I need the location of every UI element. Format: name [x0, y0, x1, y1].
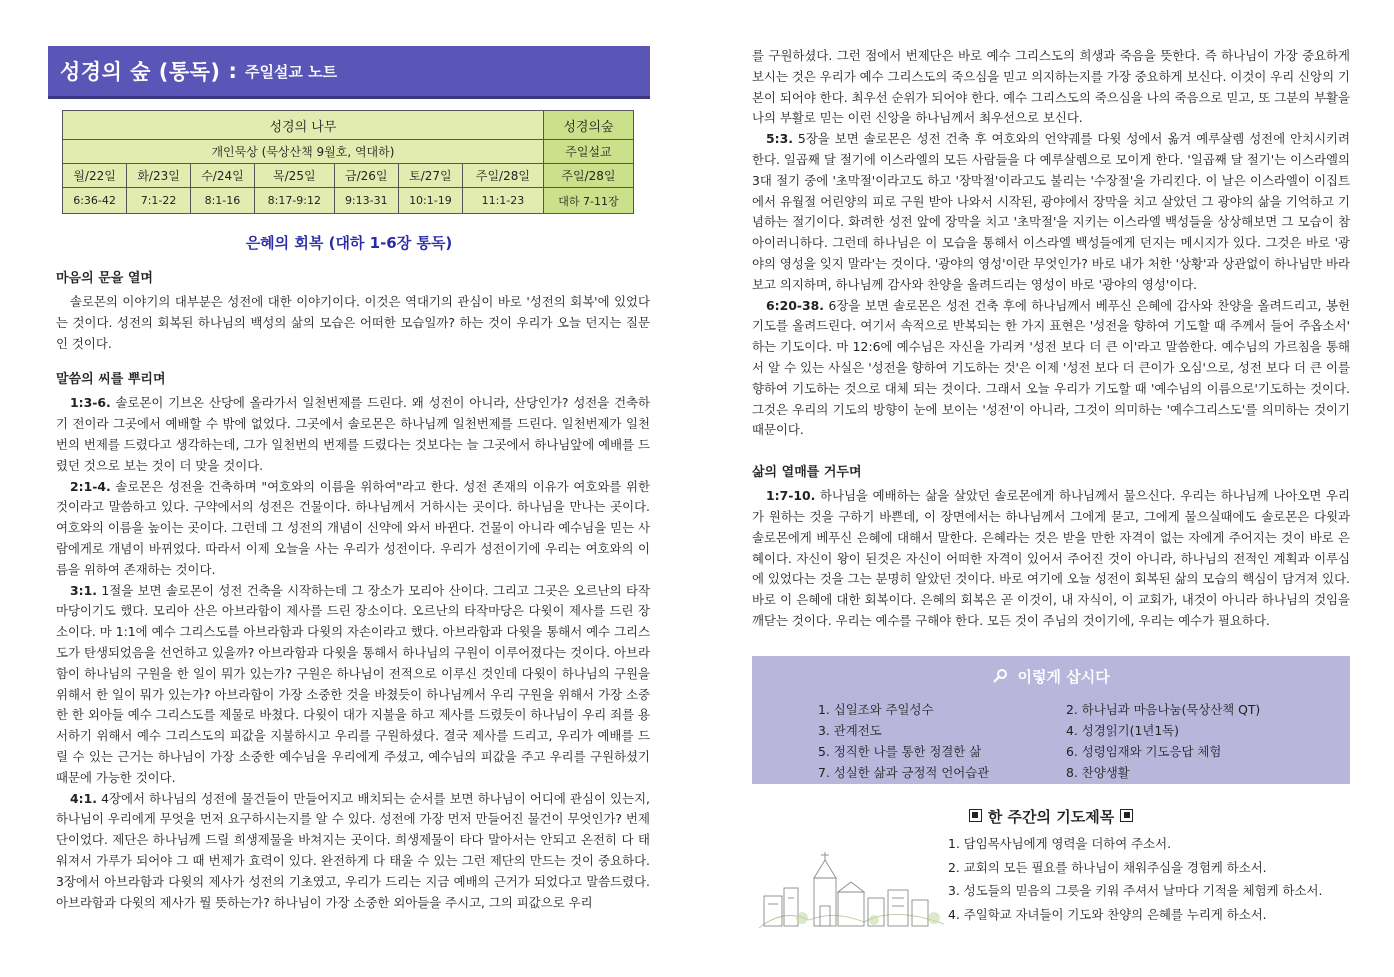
schedule-range: 7:1-22 — [127, 188, 191, 214]
list-item: 4. 성경읽기(1년1독) — [1066, 722, 1180, 738]
list-item: 5. 정직한 나를 통한 정결한 삶 — [818, 743, 982, 759]
list-item: 2. 하나님과 마음나눔(묵상산책 QT) — [1066, 701, 1261, 717]
header-banner — [48, 46, 650, 96]
list-item: 7. 성실한 삶과 긍정적 언어습관 — [818, 764, 990, 780]
prayer-title-text: 한 주간의 기도제목 — [987, 807, 1115, 826]
schedule-day: 주일/28일 — [462, 164, 543, 188]
paragraph-text: 1절을 보면 솔로몬이 성전 건축을 시작하는데 그 장소가 모리아 산이다. 그리고 그곳은 오르난의 타작마당이기도 했다. 모리아 산은 아브라함이 제사를 드린 장소이다. 오르난의 타작마당은 다윗이 제사를 드린 장소이다. 마 1:1에 예수 그리스도를 아브라함과 다윗의 자손이라고 했다. 아브라함과 다윗을 통해서 예수 그리스도가 탄생되었음을 선언하고 있을까? 아브라함과 다윗을 통해서 하나님의 구원이 이루어졌다는 것이다. 아브라함이 하나님의 구원을 한 일이 뭐가 있는가? 구원은 하나님이 전적으로 이루신 것인데 다윗이 하나님의 구원을 위해서 한 일이 뭐가 있는가? 아브라함이 가장 소중한 것을 바쳤듯이 하나님께서 우리 구원을 위해서 가장 소중한 한 외아들 예수 그리스도를 제물로 바쳤다. 다윗이 대가 지불을 하고 제사를 드렸듯이 하나님이 우리 죄를 용서하기 위해서 예수 그리스도의 피값을 지불하시고 우리를 구원하셨다. 결국 제사를 드리고, 우리가 예배를 드릴 수 있는 근거는 하나님이 가장 소중한 예수님을 우리에게 주셨고, 예수님의 피값을 주고 우리를 구원하셨기 때문에 가능한 것이다. — [56, 582, 650, 785]
paragraph-text: 5장을 보면 솔로몬은 성전 건축 후 여호와의 언약궤를 다윗 성에서 옮겨 예루살렘 성전에 안치시키려 한다. 일곱째 달 절기에 이스라엘의 모든 사람들을 다 예루살렘으로 모이게 한다. '일곱째 달 절기'는 이스라엘의 3대 절기 중에 '초막절'이라고도 하고 '장막절'이라고도 불리는 '수장절'을 가리킨다. 이 날은 이스라엘이 이집트에서 유월절 어린양의 피로 구원 받아 나와서 시작된, 광야에서 장막을 치고 살았던 그 광야의 삶을 기억하고 기념하는 절기이다. 화려한 성전 앞에 장막을 치고 '초막절'을 지키는 이스라엘 백성들을 상상해보면 그 모습이 참 아이러니하다. 그런데 하나님은 이 모습을 통해서 이스라엘 백성들에게 던지는 메시지가 있다. 그것은 바로 '광야의 영성을 잊지 말라'는 것이다. '광야의 영성'이란 무엇인가? 바로 내가 처한 '상황'과 상관없이 하나님만 바라보고 의지하며, 하나님께 감사와 찬양을 올려드리는 영성이 바로 '광야의 영성'이다. — [752, 131, 1350, 292]
schedule-row2-main: 개인묵상 (묵상산책 9월호, 역대하) — [63, 140, 544, 164]
schedule-row2-side: 주일설교 — [543, 140, 633, 164]
schedule-day-side: 주일/28일 — [543, 164, 633, 188]
section-heading-sow-word: 말씀의 씨를 뿌리며 — [56, 372, 166, 388]
body-paragraph — [56, 581, 650, 789]
paragraph-text: 4장에서 하나님의 성전에 물건들이 만들어지고 배치되는 순서를 보면 하나님이 어디에 관심이 있는지, 하나님이 우리에게 무엇을 먼저 요구하시는지를 알 수 있다. 성전에 가장 먼저 만들어진 물건이 무엇인가? 번제단이었다. 제단은 하나님께 드릴 희생제물을 바쳐지는 곳이다. 희생제물이 타다 말아서는 안되고 온전히 다 태워져서 가루가 되어야 그 때 번제가 효력이 있다. 완전하게 다 태울 수 있는 그런 제단의 만드는 것이 중요하다. 3장에서 아브라함과 다윗의 제사가 성전의 기초였고, 우리가 드리는 지금 예배의 근거가 되었다고 말씀드렸다. 아브라함과 다윗의 제사가 뭘 뜻하는가? 하나님이 가장 소중한 외아들을 주시고, 그의 피값으로 우리 — [56, 790, 650, 910]
live-title-text: 이렇게 삽시다 — [1017, 667, 1110, 686]
right-column — [752, 46, 1350, 839]
live-this-way-box — [752, 656, 1350, 784]
body-paragraph — [56, 789, 650, 914]
verse-ref: 5:3. — [766, 131, 793, 147]
sermon-title: 은혜의 회복 (대하 1-6장 통독) — [245, 234, 453, 252]
verse-ref: 6:20-38. — [766, 297, 824, 313]
schedule-day: 수/24일 — [191, 164, 255, 188]
church-illustration — [754, 848, 950, 934]
intro-paragraph: 솔로몬의 이야기의 대부분은 성전에 대한 이야기이다. 이것은 역대기의 관심이 바로 '성전의 회복'에 있었다는 것이다. 성전의 회복된 하나님의 백성의 삶의 모습은 어떠한 모습일까? 하는 것이 우리가 오늘 던지는 질문인 것이다. — [56, 294, 650, 351]
paragraph-text: 솔로몬은 성전을 건축하며 "여호와의 이름을 위하여"라고 한다. 성전 존재의 이유가 여호와를 위한 것이라고 말씀하고 있다. 구약에서의 성전은 건물이다. 하나님께서 거하시는 곳이다. 하나님을 만나는 곳이다. 여호와의 이름을 높이는 곳이다. 그런데 그 성전의 개념이 신약에 와서 바뀐다. 건물이 아니라 예수님을 믿는 사람에게로 개념이 바뀌었다. 따라서 이제 오늘을 사는 우리가 성전이다. 우리가 성전이기에 우리는 여호와의 이름을 위하여 존재하는 것이다. — [56, 478, 650, 577]
schedule-day: 목/25일 — [254, 164, 334, 188]
list-item: 4. 주일학교 자녀들이 기도와 찬양의 은혜를 누리게 하소서. — [948, 906, 1267, 922]
schedule-header-main: 성경의 나무 — [63, 111, 544, 140]
body-paragraph — [752, 296, 1350, 442]
schedule-day: 토/27일 — [398, 164, 462, 188]
verse-ref: 2:1-4. — [70, 478, 111, 494]
body-paragraph — [752, 486, 1350, 632]
verse-ref: 4:1. — [70, 790, 97, 806]
schedule-range: 9:13-31 — [334, 188, 398, 214]
list-item: 8. 찬양생활 — [1066, 764, 1130, 780]
paragraph-text: 6장을 보면 솔로몬은 성전 건축 후에 하나님께서 베푸신 은혜에 감사와 찬양을 올려드리고, 봉헌 기도를 올려드린다. 여기서 속적으로 반복되는 한 가지 표현은 '성전을 향하여 기도할 때 주께서 들어 주옵소서' 하는 기도이다. 마 12:6에 예수님은 자신을 가리켜 '성전 보다 더 큰 이'라고 말씀한다. 예수님의 가르침을 통해서 알 수 있는 사실은 '성전을 향하여 기도하는 것'은 이제 '성전 보다 더 큰이가 오심'으로, 성전 보다 더 큰 이를 향하여 기도하는 것으로 대체 되는 것이다. 그래서 오늘 우리가 기도할 때 '예수님의 이름으로'기도하는 것이다. 그것은 우리의 기도의 방향이 눈에 보이는 '성전'이 아니라, 그것이 의미하는 '예수그리스도'를 의미하는 것이기 때문이다. — [752, 297, 1350, 438]
verse-ref: 3:1. — [70, 582, 97, 598]
paragraph-text: 솔로몬이 기브온 산당에 올라가서 일천번제를 드린다. 왜 성전이 아니라, 산당인가? 성전을 건축하기 전이라 그곳에서 예배할 수 밖에 없었다. 그곳에서 솔로몬은 하나님께 일천번제를 드린다. 일천번제가 일천번의 번제를 드렸다고 생각하는데, 그가 일천번의 번제를 드렸다는 것보다는 늘 그곳에서 하나님앞에 예배를 드렸던 것으로 보는 것이 더 맞을 것이다. — [56, 395, 650, 473]
schedule-range: 8:17-9:12 — [254, 188, 334, 214]
banner-separator: : — [228, 59, 237, 83]
schedule-day: 화/23일 — [127, 164, 191, 188]
banner-subtitle: 주일설교 노트 — [244, 62, 338, 81]
body-paragraph — [56, 393, 650, 476]
body-paragraph — [56, 477, 650, 581]
prayer-title — [752, 806, 1350, 827]
square-bullet-icon — [969, 809, 982, 822]
banner-title: 성경의 숲 (통독) — [60, 60, 221, 84]
paragraph-text: 하나님을 예배하는 삶을 살았던 솔로몬에게 하나님께서 물으신다. 우리는 하나님께 나아오면 우리가 원하는 것을 구하기 바쁜데, 이 장면에서는 하나님께서 그에게 묻고, 그에게 물으실때에도 솔로몬은 다윗과 솔로몬에게 베푸신 은혜에 대해서 말한다. 은혜라는 것은 받을 만한 자격이 없는 자에게 주어지는 것이 바로 은혜이다. 자신이 왕이 된것은 자신이 어떠한 자격이 있어서 주어진 것이 아니라, 하나님의 전적인 계획과 이루심에 있었다는 것을 그는 분명히 알았던 것이다. 바로 여기에 오늘 성전이 회복된 삶의 모습의 핵심이 담겨져 있다. 바로 이 은혜에 대한 회복이다. 은혜의 회복은 곧 이것이, 내 자식이, 이 교회가, 내것이 아니라 하나님의 것임을 깨닫는 것이다. 우리는 예수를 구해야 한다. 모든 것이 주님의 것이기에, 우리는 예수가 필요하다. — [752, 488, 1350, 628]
reading-schedule-table — [62, 110, 634, 214]
schedule-day: 월/22일 — [63, 164, 127, 188]
continued-paragraph: 를 구원하셨다. 그런 점에서 번제단은 바로 예수 그리스도의 희생과 죽음을 뜻한다. 즉 하나님이 가장 중요하게 보시는 것은 우리가 예수 그리스도의 죽으심을 믿고 의지하는지를 가장 중요하게 보신다. 이것이 우리 신앙의 기본이 되어야 한다. 최우선 순위가 되어야 한다. 예수 그리스도의 죽으심을 나의 죽음으로 믿고, 또 그분의 부활을 나의 부활로 믿는 이런 신앙을 하나님께서 최우선으로 보신다. — [752, 48, 1350, 126]
left-column — [48, 46, 650, 913]
section-heading-open-heart: 마음의 문을 열며 — [56, 271, 153, 286]
square-bullet-icon — [1120, 809, 1133, 822]
schedule-range: 11:1-23 — [462, 188, 543, 214]
schedule-range: 8:1-16 — [191, 188, 255, 214]
section-heading-harvest: 삶의 열매를 거두며 — [752, 465, 862, 481]
schedule-day: 금/26일 — [334, 164, 398, 188]
list-item: 6. 성령임재와 기도응답 체험 — [1066, 743, 1222, 759]
live-list — [818, 700, 1338, 781]
schedule-range: 10:1-19 — [398, 188, 462, 214]
list-item: 3. 성도들의 믿음의 그릇을 키워 주셔서 날마다 기적을 체험케 하소서. — [948, 883, 1323, 898]
schedule-range: 6:36-42 — [63, 188, 127, 214]
prayer-list — [948, 832, 1322, 926]
list-item: 2. 교회의 모든 필요를 하나님이 채워주심을 경험케 하소서. — [948, 859, 1267, 875]
verse-ref: 1:3-6. — [70, 395, 111, 411]
pin-icon — [992, 668, 1008, 684]
list-item: 3. 관계전도 — [818, 722, 882, 738]
list-item: 1. 담임목사님에게 영력을 더하여 주소서. — [948, 836, 1172, 851]
live-box-title — [752, 656, 1350, 687]
body-paragraph — [752, 129, 1350, 295]
schedule-header-side: 성경의숲 — [543, 111, 633, 140]
schedule-range-side: 대하 7-11장 — [543, 188, 633, 214]
verse-ref: 1:7-10. — [766, 488, 816, 504]
list-item: 1. 십일조와 주일성수 — [818, 701, 934, 717]
